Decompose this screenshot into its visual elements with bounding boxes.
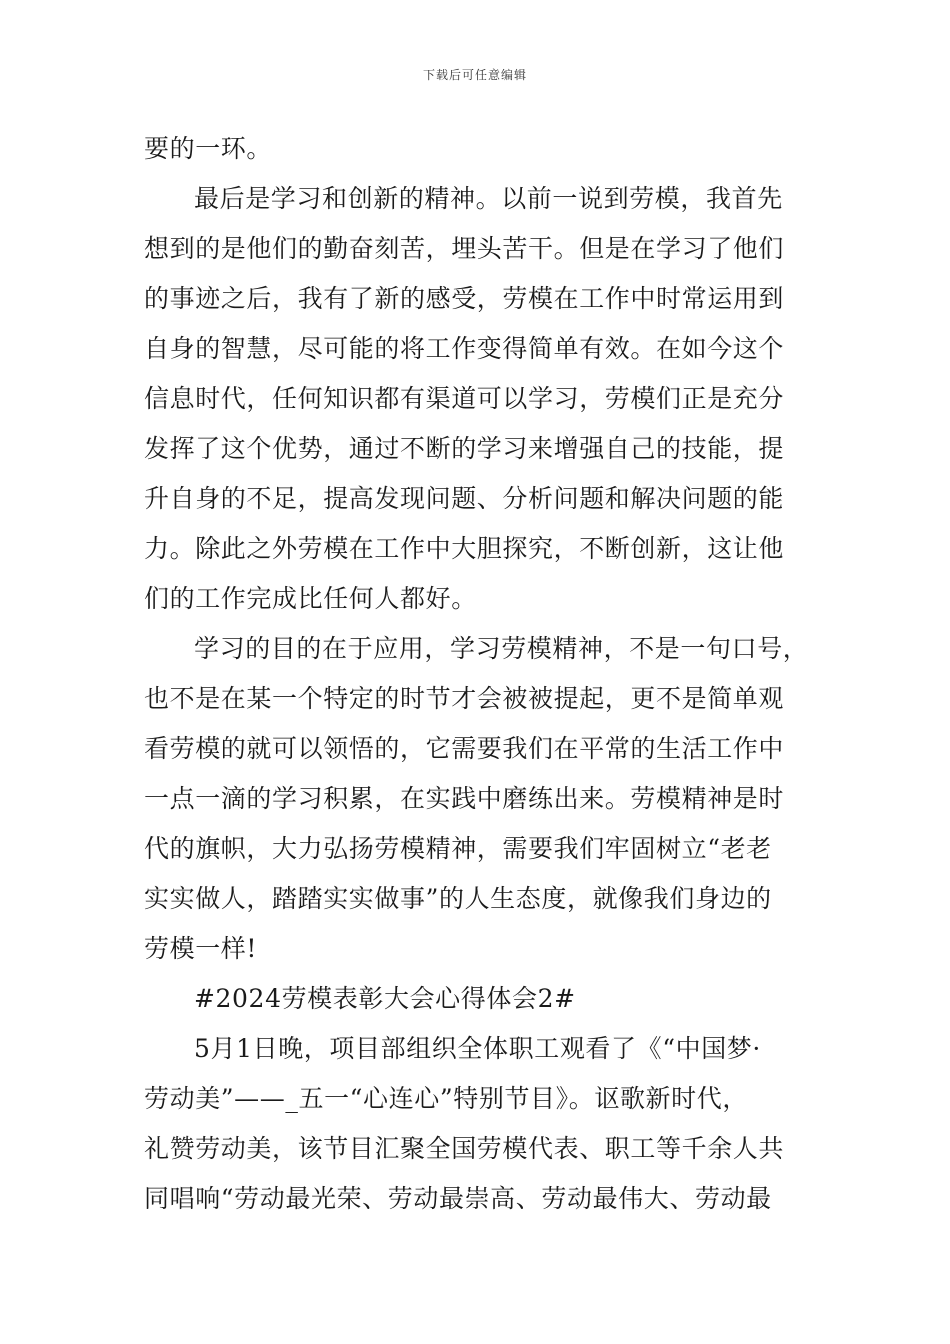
text-line: 信息时代，任何知识都有渠道可以学习，劳模们正是充分 [144, 384, 785, 413]
text-line: 发挥了这个优势，通过不断的学习来增强自己的技能，提 [144, 434, 785, 463]
document-body [144, 124, 816, 1224]
text-line: 实实做人，踏踏实实做事”的人生态度，就像我们身边的 [144, 884, 772, 913]
text-line: 们的工作完成比任何人都好。 [144, 584, 477, 613]
text-line: 要的一环。 [144, 134, 273, 163]
text-line: 的事迹之后，我有了新的感受，劳模在工作中时常运用到 [144, 284, 785, 313]
text-line: 也不是在某一个特定的时节才会被被提起，更不是简单观 [144, 684, 785, 713]
text-line: 礼赞劳动美，该节目汇聚全国劳模代表、职工等千余人共 [144, 1134, 785, 1163]
text-line: 最后是学习和创新的精神。以前一说到劳模，我首先 [194, 184, 783, 213]
text-line: 升自身的不足，提高发现问题、分析问题和解决问题的能 [144, 484, 785, 513]
text-line: 劳动美”——_五一“心连心”特别节目》。讴歌新时代， [144, 1084, 748, 1113]
text-line: 学习的目的在于应用，学习劳模精神，不是一句口号， [194, 634, 809, 663]
text-line: 5月1日晚，项目部组织全体职工观看了《“中国梦· [194, 1034, 761, 1063]
text-line: 一点一滴的学习积累，在实践中磨练出来。劳模精神是时 [144, 784, 785, 813]
text-line: 代的旗帜，大力弘扬劳模精神，需要我们牢固树立“老老 [144, 834, 772, 863]
text-line: 想到的是他们的勤奋刻苦，埋头苦干。但是在学习了他们 [144, 234, 785, 263]
page-header: 下载后可任意编辑 [422, 68, 527, 82]
text-line: 看劳模的就可以领悟的，它需要我们在平常的生活工作中 [144, 734, 785, 763]
text-line: 同唱响“劳动最光荣、劳动最崇高、劳动最伟大、劳动最 [144, 1184, 772, 1213]
section-heading: #2024劳模表彰大会心得体会2# [194, 984, 576, 1013]
text-line: 劳模一样! [144, 934, 258, 963]
text-line: 自身的智慧，尽可能的将工作变得简单有效。在如今这个 [144, 334, 785, 363]
text-line: 力。除此之外劳模在工作中大胆探究，不断创新，这让他 [144, 534, 785, 563]
